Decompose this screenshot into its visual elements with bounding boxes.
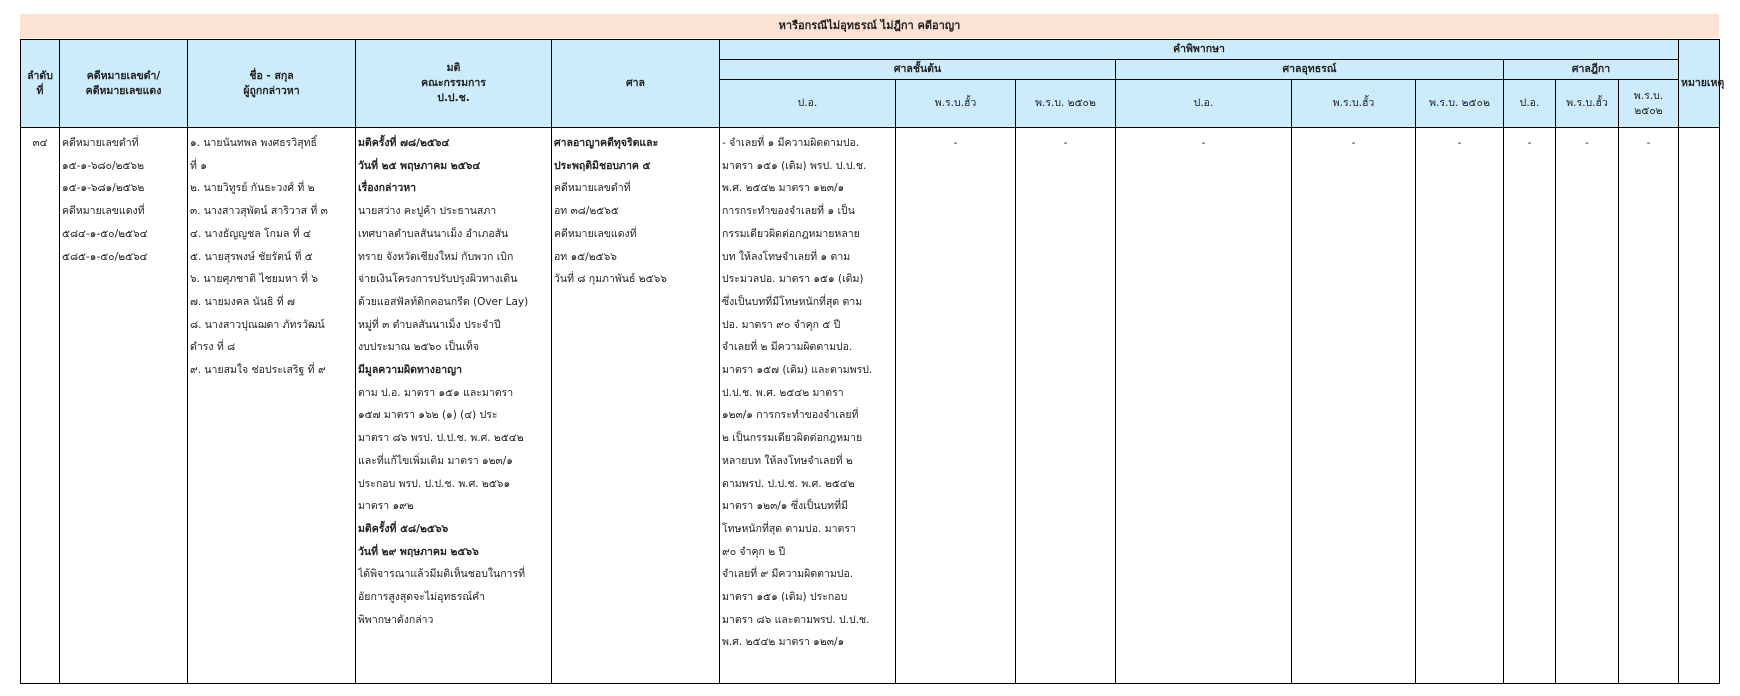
- cell-court: ศาลอาญาคดีทุจริตและ ประพฤติมิชอบภาค ๕ คดีหมายเลขดำที่ อท ๓๘/๒๕๖๕ คดีหมายเลขแดงที่ อท ๑๕/๒๕๖๖ วันที่ ๘ กุมภาพันธ์ ๒๕๖๖: [552, 128, 720, 684]
- header-resolution: มติ คณะกรรมการ ป.ป.ช.: [356, 40, 552, 128]
- page-title: หารือกรณีไม่อุทธรณ์ ไม่ฎีกา คดีอาญา: [20, 14, 1719, 38]
- cell-first-court-po: - จำเลยที่ ๑ มีความผิดตามปอ. มาตรา ๑๕๑ (เดิม) พรป. ป.ป.ช. พ.ศ. ๒๕๔๒ มาตรา ๑๒๓/๑ การกระทำของจำเลยที่ ๑ เป็น กรรมเดียวผิดต่อกฎหมายหลาย บท ให้ลงโทษจำเลยที่ ๑ ตาม ประมวลปอ. มาตรา ๑๕๑ (เดิม) ซึ่งเป็นบทที่มีโทษหนักที่สุด ตาม ปอ. มาตรา ๙๐ จำคุก ๕ ปี จำเลยที่ ๒ มีความผิดตามปอ. มาตรา ๑๕๗ (เดิม) และตามพรป. ป.ป.ช. พ.ศ. ๒๕๔๒ มาตรา ๑๒๓/๑ การกระทำของจำเลยที่ ๒ เป็นกรรมเดียวผิดต่อกฎหมาย หลายบท ให้ลงโทษจำเลยที่ ๒ ตามพรป. ป.ป.ช. พ.ศ. ๒๕๔๒ มาตรา ๑๒๓/๑ ซึ่งเป็นบทที่มี โทษหนักที่สุด ตามปอ. มาตรา ๙๐ จำคุก ๒ ปี จำเลยที่ ๙ มีความผิดตามปอ. มาตรา ๑๕๑ (เดิม) ประกอบ มาตรา ๘๖ และตามพรป. ป.ป.ช. พ.ศ. ๒๕๔๒ มาตรา ๑๒๓/๑: [720, 128, 896, 684]
- cell-supreme-court-pbr-2502: -: [1619, 128, 1679, 684]
- cell-appeal-court-pbr-2502: -: [1416, 128, 1504, 684]
- header-appeal-pbr-hua: พ.ร.บ.ฮั้ว: [1292, 80, 1416, 128]
- cell-no: ๓๔: [21, 128, 60, 684]
- cell-supreme-court-pbr-hua: -: [1556, 128, 1619, 684]
- header-supreme-po: ป.อ.: [1504, 80, 1556, 128]
- cell-first-court-pbr-hua: -: [896, 128, 1016, 684]
- header-court: ศาล: [552, 40, 720, 128]
- header-judgment: คำพิพากษา: [720, 40, 1679, 60]
- case-table: [20, 39, 1725, 684]
- header-first-po: ป.อ.: [720, 80, 896, 128]
- cell-supreme-court-po: -: [1504, 128, 1556, 684]
- header-supreme-court: ศาลฎีกา: [1504, 60, 1679, 80]
- cell-appeal-court-po: -: [1116, 128, 1292, 684]
- header-first-pbr-hua: พ.ร.บ.ฮั้ว: [896, 80, 1016, 128]
- cell-accused-names: ๑. นายนันทพล พงศธรวิสุทธิ์ ที่ ๑ ๒. นายวิทูรย์ กันธะวงศ์ ที่ ๒ ๓. นางสาวสุพัตน์ สาริวาส ที่ ๓ ๔. นางธัญญชล โกมล ที่ ๔ ๕. นายสุรพงษ์ ชัยรัตน์ ที่ ๕ ๖. นายศุภชาติ ไชยมหา ที่ ๖ ๗. นายมงคล นันธิ ที่ ๗ ๘. นางสาวปุณฌดา ภัทรวัฒน์ ดำรง ที่ ๘ ๙. นายสมใจ ช่อประเสริฐ ที่ ๙: [188, 128, 356, 684]
- header-no: ลำดับ ที่: [21, 40, 60, 128]
- header-remark: หมายเหตุ: [1679, 40, 1720, 128]
- header-supreme-pbr-hua: พ.ร.บ.ฮั้ว: [1556, 80, 1619, 128]
- cell-first-court-pbr-2502: -: [1016, 128, 1116, 684]
- header-first-pbr-2502: พ.ร.บ. ๒๕๐๒: [1016, 80, 1116, 128]
- cell-case-number: คดีหมายเลขดำที่ ๑๕-๑-๖๘๐/๒๕๖๒ ๑๕-๑-๖๘๑/๒๕๖๒ คดีหมายเลขแดงที่ ๕๘๔-๑-๕๐/๒๕๖๔ ๕๘๕-๑-๕๐/๒๕๖๔: [60, 128, 188, 684]
- cell-appeal-court-pbr-hua: -: [1292, 128, 1416, 684]
- header-supreme-pbr-2502: พ.ร.บ. ๒๕๐๒: [1619, 80, 1679, 128]
- header-appeal-pbr-2502: พ.ร.บ. ๒๕๐๒: [1416, 80, 1504, 128]
- header-appeal-court: ศาลอุทธรณ์: [1116, 60, 1504, 80]
- cell-resolution: มติครั้งที่ ๗๘/๒๕๖๔ วันที่ ๒๕ พฤษภาคม ๒๕๖๔ เรื่องกล่าวหา นายสว่าง คะปูค้า ประธานสภา เทศบาลตำบลสันนาเม็ง อำเภอสัน ทราย จังหวัดเชียงใหม่ กับพวก เบิก จ่ายเงินโครงการปรับปรุงผิวทางเดิน ด้วยแอสฟัลท์ติกคอนกรีต (Over Lay) หมู่ที่ ๓ ตำบลสันนาเม็ง ประจำปี งบประมาณ ๒๕๖๐ เป็นเท็จ มีมูลความผิดทางอาญา ตาม ป.อ. มาตรา ๑๕๑ และมาตรา ๑๕๗ มาตรา ๑๖๒ (๑) (๔) ประ มาตรา ๘๖ พรป. ป.ป.ช. พ.ศ. ๒๕๔๒ และที่แก้ไขเพิ่มเติม มาตรา ๑๒๓/๑ ประกอบ พรป. ป.ป.ช. พ.ศ. ๒๕๖๑ มาตรา ๑๙๒ มติครั้งที่ ๕๘/๒๕๖๖ วันที่ ๒๙ พฤษภาคม ๒๕๖๖ ได้พิจารณาแล้วมีมติเห็นชอบในการที่ อัยการสูงสุดจะไม่อุทธรณ์คำ พิพากษาดังกล่าว: [356, 128, 552, 684]
- header-first-court: ศาลชั้นต้น: [720, 60, 1116, 80]
- header-accused-name: ชื่อ - สกุล ผู้ถูกกล่าวหา: [188, 40, 356, 128]
- header-appeal-po: ป.อ.: [1116, 80, 1292, 128]
- cell-remark: [1679, 128, 1720, 684]
- header-case-number: คดีหมายเลขดำ/ คดีหมายเลขแดง: [60, 40, 188, 128]
